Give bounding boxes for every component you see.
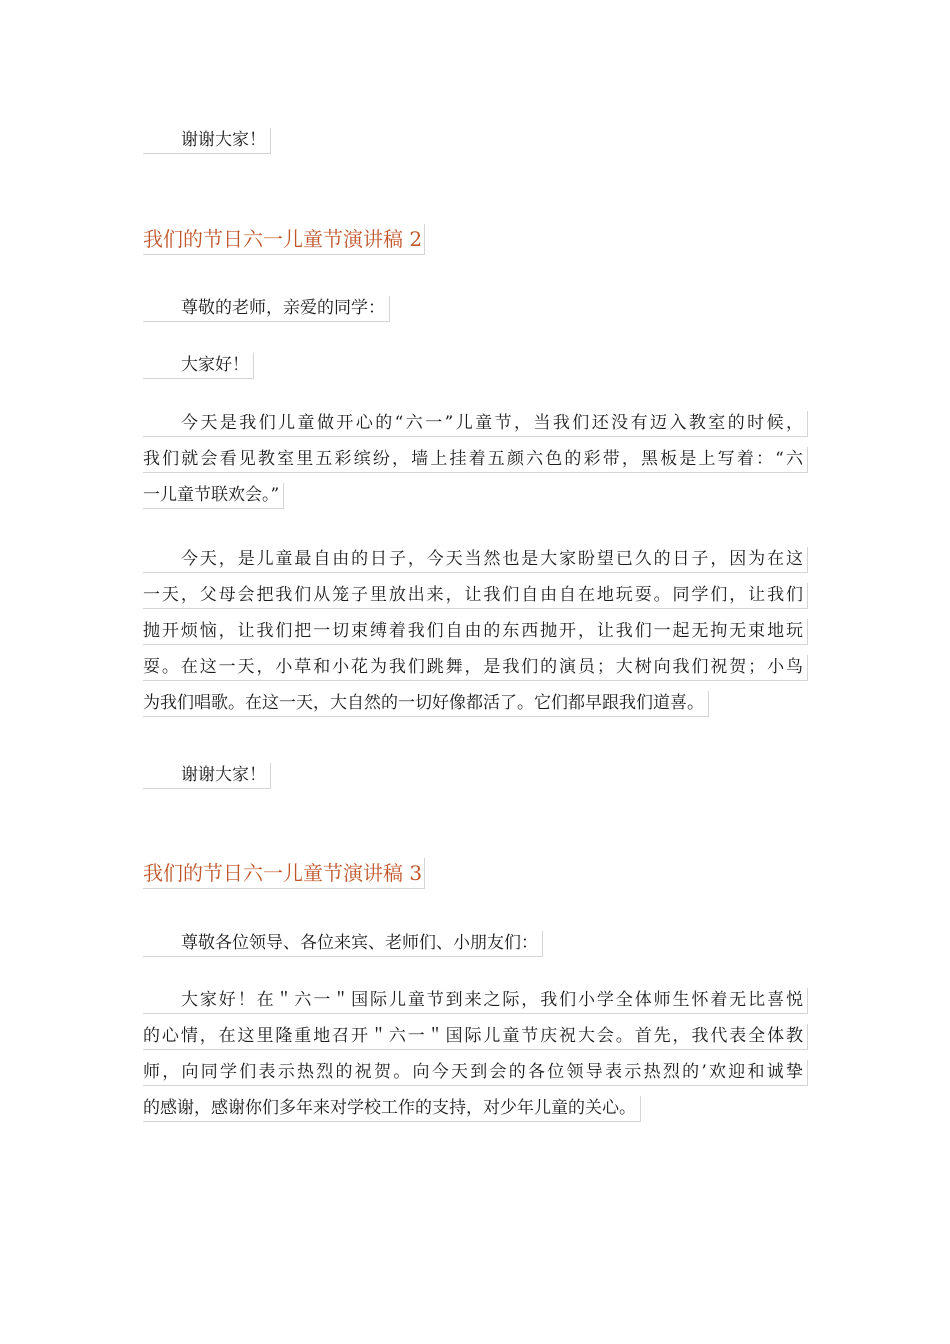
paragraph-line: 我们就会看见教室里五彩缤纷，墙上挂着五颜六色的彩带，黑板是上写着：“六	[143, 447, 808, 473]
section-2-salutation	[143, 296, 390, 322]
top-closing	[143, 128, 271, 154]
paragraph-line: 大家好！在＂六一＂国际儿童节到来之际，我们小学全体师生怀着无比喜悦	[143, 988, 808, 1014]
paragraph-line: 一天，父母会把我们从笼子里放出来，让我们自由自在地玩耍。同学们，让我们	[143, 583, 808, 609]
section-3-paragraph-1	[143, 988, 807, 1132]
salutation-text: 尊敬的老师，亲爱的同学：	[143, 296, 390, 322]
section-2-title: 我们的节日六一儿童节演讲稿 2	[143, 224, 425, 255]
section-2-paragraph-2	[143, 547, 807, 727]
paragraph-line: 的心情，在这里隆重地召开＂六一＂国际儿童节庆祝大会。首先，我代表全体教	[143, 1024, 808, 1050]
paragraph-line: 师，向同学们表示热烈的祝贺。向今天到会的各位领导表示热烈的’欢迎和诚挚	[143, 1060, 808, 1086]
paragraph-line: 抛开烦恼，让我们把一切束缚着我们自由的东西抛开，让我们一起无拘无束地玩	[143, 619, 808, 645]
greeting-text: 大家好！	[143, 353, 254, 379]
paragraph-line: 今天是我们儿童做开心的“六一”儿童节，当我们还没有迈入教室的时候，	[143, 411, 808, 437]
paragraph-line: 耍。在这一天，小草和小花为我们跳舞，是我们的演员；大树向我们祝贺；小鸟	[143, 655, 808, 681]
paragraph-line: 一儿童节联欢会。”	[143, 483, 284, 509]
section-3-salutation	[143, 931, 543, 957]
closing-text: 谢谢大家！	[143, 763, 271, 789]
section-2-greeting	[143, 353, 254, 379]
paragraph-line: 的感谢，感谢你们多年来对学校工作的支持，对少年儿童的关心。	[143, 1096, 641, 1122]
section-3-title: 我们的节日六一儿童节演讲稿 3	[143, 858, 425, 889]
closing-text: 谢谢大家！	[143, 128, 271, 154]
salutation-text: 尊敬各位领导、各位来宾、老师们、小朋友们：	[143, 931, 543, 957]
section-2-closing	[143, 763, 271, 789]
section-2-paragraph-1	[143, 411, 807, 519]
paragraph-line: 今天，是儿童最自由的日子，今天当然也是大家盼望已久的日子，因为在这	[143, 547, 808, 573]
paragraph-line: 为我们唱歌。在这一天，大自然的一切好像都活了。它们都早跟我们道喜。	[143, 691, 709, 717]
